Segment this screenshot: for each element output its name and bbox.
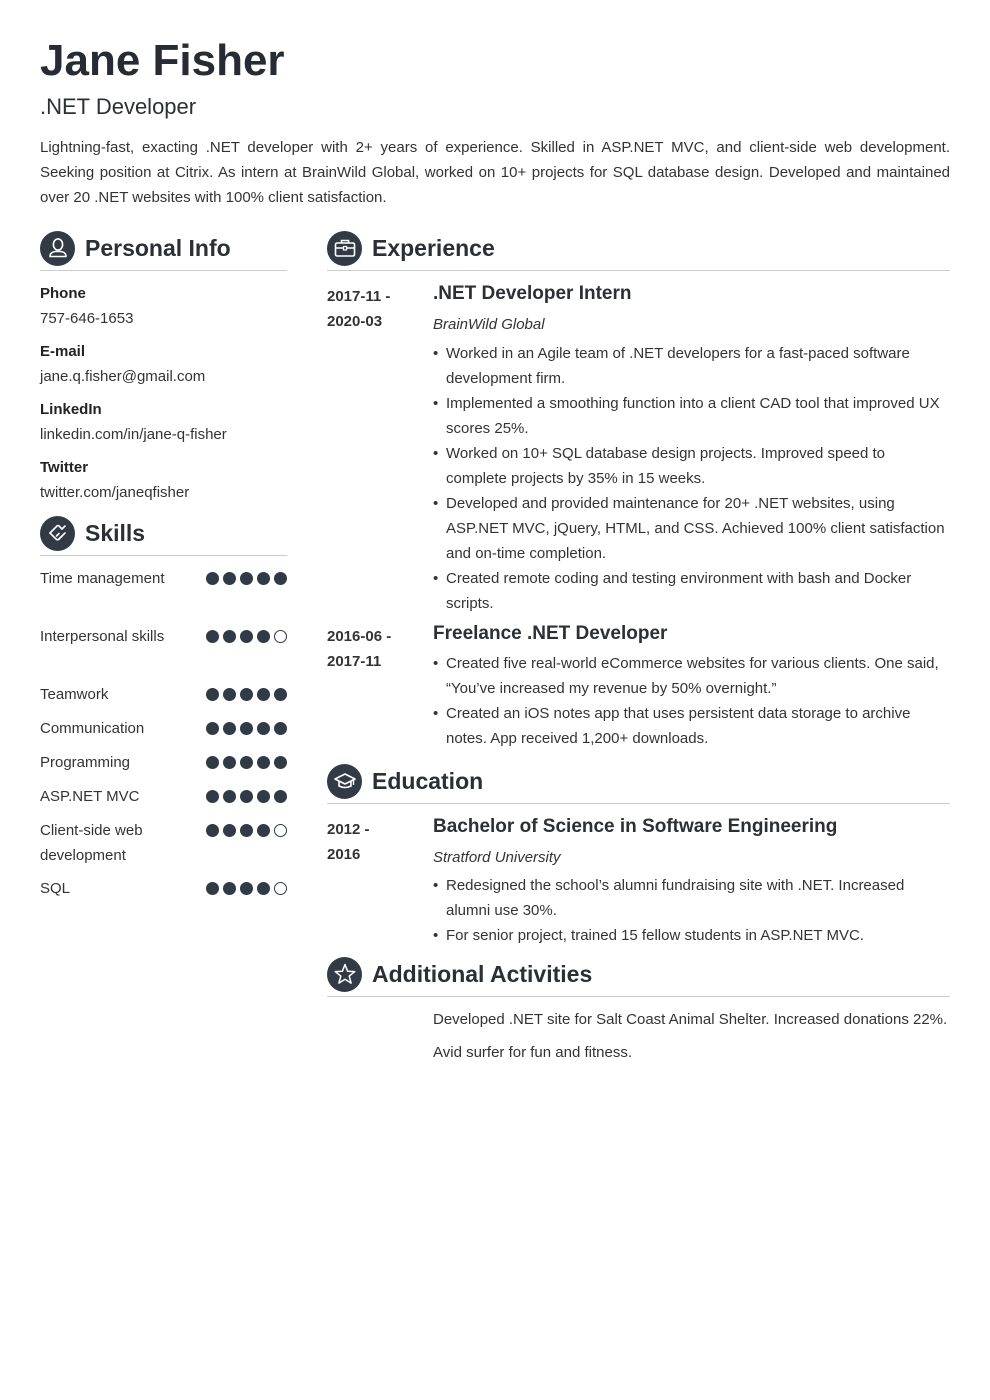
section-title: Additional Activities	[372, 960, 593, 987]
rating-dot-filled	[240, 824, 253, 837]
rating-dot-filled	[257, 688, 270, 701]
rating-dot-filled	[257, 630, 270, 643]
activity-item: Avid surfer for fun and fitness.	[433, 1044, 632, 1061]
bullet-list	[433, 873, 950, 948]
list-item: • Implemented a smoothing function into a client CAD tool that improved UX scores 25%.	[433, 391, 950, 441]
email-value: jane.q.fisher@gmail.com	[40, 368, 206, 385]
rating-dot-filled	[257, 824, 270, 837]
degree-title: Bachelor of Science in Software Engineering	[433, 816, 838, 837]
briefcase-icon	[327, 231, 362, 266]
rating-dot-filled	[206, 824, 219, 837]
skill-name: Communication	[40, 720, 145, 737]
section-title: Personal Info	[85, 234, 231, 261]
school-name: Stratford University	[433, 849, 561, 866]
date-end: 2017-11	[327, 653, 382, 670]
rating-dot-filled	[274, 688, 287, 701]
rating-dot-filled	[223, 824, 236, 837]
skill-rating	[206, 722, 287, 735]
bullet-list	[433, 341, 950, 616]
entry-dates	[327, 817, 417, 867]
date-end: 2020-03	[327, 313, 383, 330]
handshake-icon	[40, 516, 75, 551]
entry-body	[433, 284, 950, 616]
skill-name: SQL	[40, 880, 71, 897]
twitter-value: twitter.com/janeqfisher	[40, 484, 190, 501]
activity-item: Developed .NET site for Salt Coast Animal Shelter. Increased donations 22%.	[433, 1011, 948, 1028]
rating-dot-filled	[206, 756, 219, 769]
rating-dot-filled	[223, 756, 236, 769]
list-item: • Worked in an Agile team of .NET developers for a fast-paced software development firm.	[433, 341, 950, 391]
rating-dot-filled	[257, 882, 270, 895]
rating-dot-filled	[206, 790, 219, 803]
experience-heading	[327, 230, 950, 271]
person-icon	[40, 231, 75, 266]
skill-rating	[206, 882, 287, 895]
skill-rating	[206, 688, 287, 701]
skill-name: Client-side web development	[40, 822, 143, 864]
rating-dot-empty	[274, 630, 287, 643]
rating-dot-filled	[223, 688, 236, 701]
skill-name: ASP.NET MVC	[40, 788, 140, 805]
skill-rating	[206, 572, 287, 585]
skill-name: Time management	[40, 570, 165, 587]
skill-name: Teamwork	[40, 686, 109, 703]
phone-value: 757-646-1653	[40, 310, 134, 327]
profile-summary: Lightning-fast, exacting .NET developer with 2+ years of experience. Skilled in ASP.NET MVC, and client-side web development. Seeking position at Citrix. As intern at BrainWild Global, worked on 10+ projects for SQL database design. Developed and maintained over 20 .NET websites with 100% client satisfaction.	[40, 139, 950, 206]
list-item: • Developed and provided maintenance for 20+ .NET websites, using ASP.NET MVC, jQuery, HTML, and CSS. Achieved 100% client satisfaction and on-time completion.	[433, 491, 950, 566]
job-title: .NET Developer	[40, 94, 197, 119]
rating-dot-filled	[274, 756, 287, 769]
list-item: • Created an iOS notes app that uses persistent data storage to archive notes. App received 1,200+ downloads.	[433, 701, 950, 751]
rating-dot-filled	[240, 882, 253, 895]
rating-dot-empty	[274, 882, 287, 895]
rating-dot-filled	[206, 572, 219, 585]
skill-name: Interpersonal skills	[40, 628, 165, 645]
entry-body	[433, 817, 950, 948]
date-start: 2012 -	[327, 821, 370, 838]
linkedin-label: LinkedIn	[40, 401, 102, 418]
rating-dot-filled	[240, 756, 253, 769]
rating-dot-filled	[206, 722, 219, 735]
skill-rating	[206, 790, 287, 803]
twitter-label: Twitter	[40, 459, 89, 476]
rating-dot-filled	[223, 882, 236, 895]
rating-dot-filled	[257, 790, 270, 803]
date-start: 2017-11 -	[327, 288, 391, 305]
list-item: • For senior project, trained 15 fellow students in ASP.NET MVC.	[433, 923, 950, 948]
email-label: E-mail	[40, 343, 86, 360]
education-heading	[327, 763, 950, 804]
linkedin-value: linkedin.com/in/jane-q-fisher	[40, 426, 227, 443]
skill-rating	[206, 756, 287, 769]
list-item: • Created remote coding and testing environment with bash and Docker scripts.	[433, 566, 950, 616]
skill-rating	[206, 630, 287, 643]
rating-dot-filled	[240, 790, 253, 803]
skill-rating	[206, 824, 287, 837]
skills-heading	[40, 515, 287, 556]
entry-body	[433, 624, 950, 751]
star-icon	[327, 957, 362, 992]
section-title: Skills	[85, 519, 146, 546]
rating-dot-filled	[240, 630, 253, 643]
rating-dot-filled	[240, 688, 253, 701]
skill-name: Programming	[40, 754, 131, 771]
bullet-list	[433, 651, 950, 751]
personal-info-heading	[40, 230, 287, 271]
job-title: Freelance .NET Developer	[433, 623, 668, 644]
list-item: • Worked on 10+ SQL database design projects. Improved speed to complete projects by 35% in 15 weeks.	[433, 441, 950, 491]
rating-dot-filled	[223, 722, 236, 735]
date-end: 2016	[327, 846, 361, 863]
rating-dot-filled	[257, 572, 270, 585]
section-title: Education	[372, 767, 484, 794]
entry-dates	[327, 284, 417, 334]
rating-dot-filled	[223, 572, 236, 585]
phone-label: Phone	[40, 285, 86, 302]
list-item: • Created five real-world eCommerce websites for various clients. One said, “You’ve increased my revenue by 50% overnight.”	[433, 651, 950, 701]
rating-dot-filled	[274, 722, 287, 735]
candidate-name: Jane Fisher	[40, 36, 285, 85]
graduation-cap-icon	[327, 764, 362, 799]
entry-dates	[327, 624, 417, 674]
rating-dot-filled	[206, 630, 219, 643]
rating-dot-filled	[274, 790, 287, 803]
rating-dot-filled	[206, 882, 219, 895]
section-title: Experience	[372, 234, 495, 261]
rating-dot-filled	[206, 688, 219, 701]
date-start: 2016-06 -	[327, 628, 392, 645]
rating-dot-filled	[274, 572, 287, 585]
rating-dot-filled	[223, 790, 236, 803]
rating-dot-empty	[274, 824, 287, 837]
rating-dot-filled	[240, 722, 253, 735]
activities-heading	[327, 956, 950, 997]
list-item: • Redesigned the school’s alumni fundraising site with .NET. Increased alumni use 30%.	[433, 873, 950, 923]
rating-dot-filled	[257, 722, 270, 735]
rating-dot-filled	[240, 572, 253, 585]
job-title: .NET Developer Intern	[433, 283, 632, 304]
company-name: BrainWild Global	[433, 316, 545, 333]
rating-dot-filled	[257, 756, 270, 769]
rating-dot-filled	[223, 630, 236, 643]
